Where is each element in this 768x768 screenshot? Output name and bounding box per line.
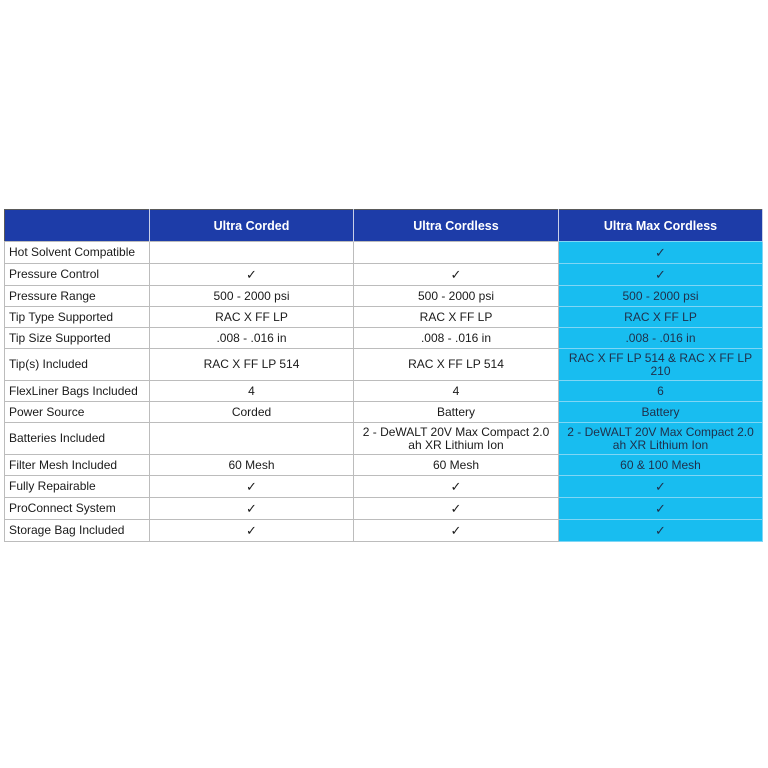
row-label: Batteries Included [5,423,150,455]
cell-ultra-cordless: 4 [354,381,559,402]
row-label: FlexLiner Bags Included [5,381,150,402]
cell-ultra-corded [150,242,354,264]
cell-ultra-max-cordless: 500 - 2000 psi [559,286,763,307]
comparison-table [4,209,763,542]
row-label: Tip(s) Included [5,349,150,381]
cell-ultra-corded: ✓ [150,520,354,542]
row-label: Tip Size Supported [5,328,150,349]
row-label: Filter Mesh Included [5,455,150,476]
header-blank [5,210,150,242]
row-label: ProConnect System [5,498,150,520]
table-row [5,381,763,402]
cell-ultra-cordless: ✓ [354,476,559,498]
row-label: Hot Solvent Compatible [5,242,150,264]
cell-ultra-max-cordless: .008 - .016 in [559,328,763,349]
cell-ultra-cordless: ✓ [354,264,559,286]
cell-ultra-cordless: RAC X FF LP [354,307,559,328]
cell-ultra-cordless: ✓ [354,520,559,542]
table-row [5,328,763,349]
cell-ultra-cordless [354,242,559,264]
cell-ultra-cordless: 2 - DeWALT 20V Max Compact 2.0 ah XR Lithium Ion [354,423,559,455]
row-label: Power Source [5,402,150,423]
cell-ultra-max-cordless: RAC X FF LP 514 & RAC X FF LP 210 [559,349,763,381]
comparison-table-wrapper [4,209,762,542]
table-row [5,402,763,423]
table-row [5,520,763,542]
row-label: Pressure Control [5,264,150,286]
cell-ultra-corded: ✓ [150,498,354,520]
table-row [5,476,763,498]
row-label: Tip Type Supported [5,307,150,328]
cell-ultra-max-cordless: ✓ [559,498,763,520]
cell-ultra-cordless: RAC X FF LP 514 [354,349,559,381]
header-ultra-max-cordless: Ultra Max Cordless [559,210,763,242]
row-label: Storage Bag Included [5,520,150,542]
table-row [5,423,763,455]
row-label: Pressure Range [5,286,150,307]
cell-ultra-corded: Corded [150,402,354,423]
cell-ultra-max-cordless: ✓ [559,242,763,264]
cell-ultra-corded: .008 - .016 in [150,328,354,349]
cell-ultra-cordless: Battery [354,402,559,423]
table-row [5,307,763,328]
cell-ultra-max-cordless: 6 [559,381,763,402]
cell-ultra-cordless: .008 - .016 in [354,328,559,349]
cell-ultra-corded: 4 [150,381,354,402]
cell-ultra-corded: RAC X FF LP 514 [150,349,354,381]
header-ultra-cordless: Ultra Cordless [354,210,559,242]
cell-ultra-corded: 60 Mesh [150,455,354,476]
cell-ultra-max-cordless: ✓ [559,476,763,498]
row-label: Fully Repairable [5,476,150,498]
cell-ultra-max-cordless: Battery [559,402,763,423]
cell-ultra-max-cordless: RAC X FF LP [559,307,763,328]
table-row [5,264,763,286]
header-row [5,210,763,242]
cell-ultra-max-cordless: ✓ [559,264,763,286]
cell-ultra-corded: RAC X FF LP [150,307,354,328]
table-row [5,455,763,476]
cell-ultra-max-cordless: 60 & 100 Mesh [559,455,763,476]
cell-ultra-corded: ✓ [150,264,354,286]
table-row [5,349,763,381]
cell-ultra-cordless: 60 Mesh [354,455,559,476]
header-ultra-corded: Ultra Corded [150,210,354,242]
table-row [5,242,763,264]
cell-ultra-max-cordless: ✓ [559,520,763,542]
cell-ultra-max-cordless: 2 - DeWALT 20V Max Compact 2.0 ah XR Lithium Ion [559,423,763,455]
table-row [5,286,763,307]
cell-ultra-cordless: 500 - 2000 psi [354,286,559,307]
cell-ultra-cordless: ✓ [354,498,559,520]
table-row [5,498,763,520]
cell-ultra-corded: ✓ [150,476,354,498]
cell-ultra-corded: 500 - 2000 psi [150,286,354,307]
cell-ultra-corded [150,423,354,455]
